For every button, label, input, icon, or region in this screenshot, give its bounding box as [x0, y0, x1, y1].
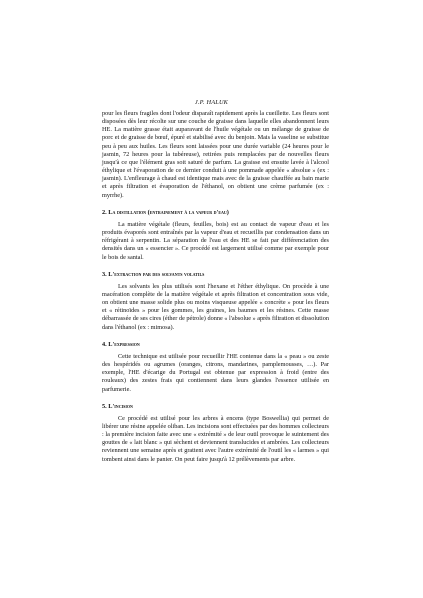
section-heading-distillation: 2. La distillation (entrainement à la vapeur d'eau): [102, 208, 229, 216]
section-heading-solvent-extraction: 3. L'extraction par des solvants volatils: [102, 270, 205, 278]
section-text-solvent-extraction: Les solvants les plus utilisés sont l'hexane et l'éther éthylique. On procède à une macération complète de la matière végétale et après filtration et concentration sous vide, on obtient une masse solide plus ou moins visqueuse appelée « concrète » pour les fleurs et « rétinoïdes » pour les gommes, les graines, les baumes et les résines. Cette masse débarrassée de ses cires (éther de pétrole) donne « l'absolue » après filtration et dissolution dans l'éthanol (ex : mimosa).: [102, 282, 329, 331]
section-text-expression: Cette technique est utilisée pour recueillir l'HE contenue dans la « peau » ou zeste des hespéridés ou agrumes (oranges, citrons, mandarines, pamplemousses, …). Par exemple, l'HE d'écarige du Portugal est obtenue par expression à froid (entre des rouleaux) des zestes frais qui contiennent dans leurs glandes l'essence utilisée en parfumerie.: [102, 352, 329, 393]
running-head: J.P. HALUK: [194, 99, 229, 106]
page-body: [102, 110, 329, 464]
section-text-incision: Ce procédé est utilisé pour les arbres à encens (type Boswellia) qui permet de libérer une résine appelée oliban. Les incisions sont effectuées par des hommes collecteurs : la première incision faite avec une « extrémité » de leur outil provoque le suintement des gouttes de « lait blanc » qui sèchent et deviennent translucides et ambrées. Les collecteurs reviennent une semaine après et grattent avec l'autre extrémité de l'outil les « larmes » qui tombent ainsi dans le panier. On peut faire jusqu'à 12 prélèvements par arbre.: [102, 414, 329, 463]
section-heading-incision: 5. L'incision: [102, 402, 133, 410]
intro-paragraph: pour les fleurs fragiles dont l'odeur disparaît rapidement après la cueillette. Les fleurs sont disposées dès leur récolte sur une couche de graisse dans laquelle elles abandonnent leurs HE. La matière grasse était auparavant de l'huile végétale ou un mélange de graisse de porc et de graisse de bœuf, épuré et stabilisé avec du benjoin. Mais la vaseline se substitue peu à peu aux huiles. Les fleurs sont laissées pour une durée variable (24 heures pour le jasmin, 72 heures pour la tubéreuse), retirées puis remplacées par de nouvelles fleurs jusqu'à ce que l'élément gras soit saturé de parfum. La graisse est ensuite lavée à l'alcool éthylique et l'évaporation de ce dernier conduit à une pommade appelée « absolue » (ex : jasmin). L'enfleurage à chaud est identique mais avec de la graisse chauffée au bain marie et après filtration et évaporation de l'éthanol, on obtient une crème parfumée (ex : myrrhe).: [102, 110, 329, 199]
section-text-distillation: La matière végétale (fleurs, feuilles, bois) est au contact de vapeur d'eau et les produits évaporés sont entraînés par la vapeur d'eau et recueillis par condensation dans un réfrigérant à serpentin. La séparation de l'eau et des HE se fait par différenciation des densités dans un « essencier ». Ce procédé est largement utilisé comme par exemple pour le bois de santal.: [102, 220, 329, 261]
section-heading-expression: 4. L'expression: [102, 340, 140, 348]
